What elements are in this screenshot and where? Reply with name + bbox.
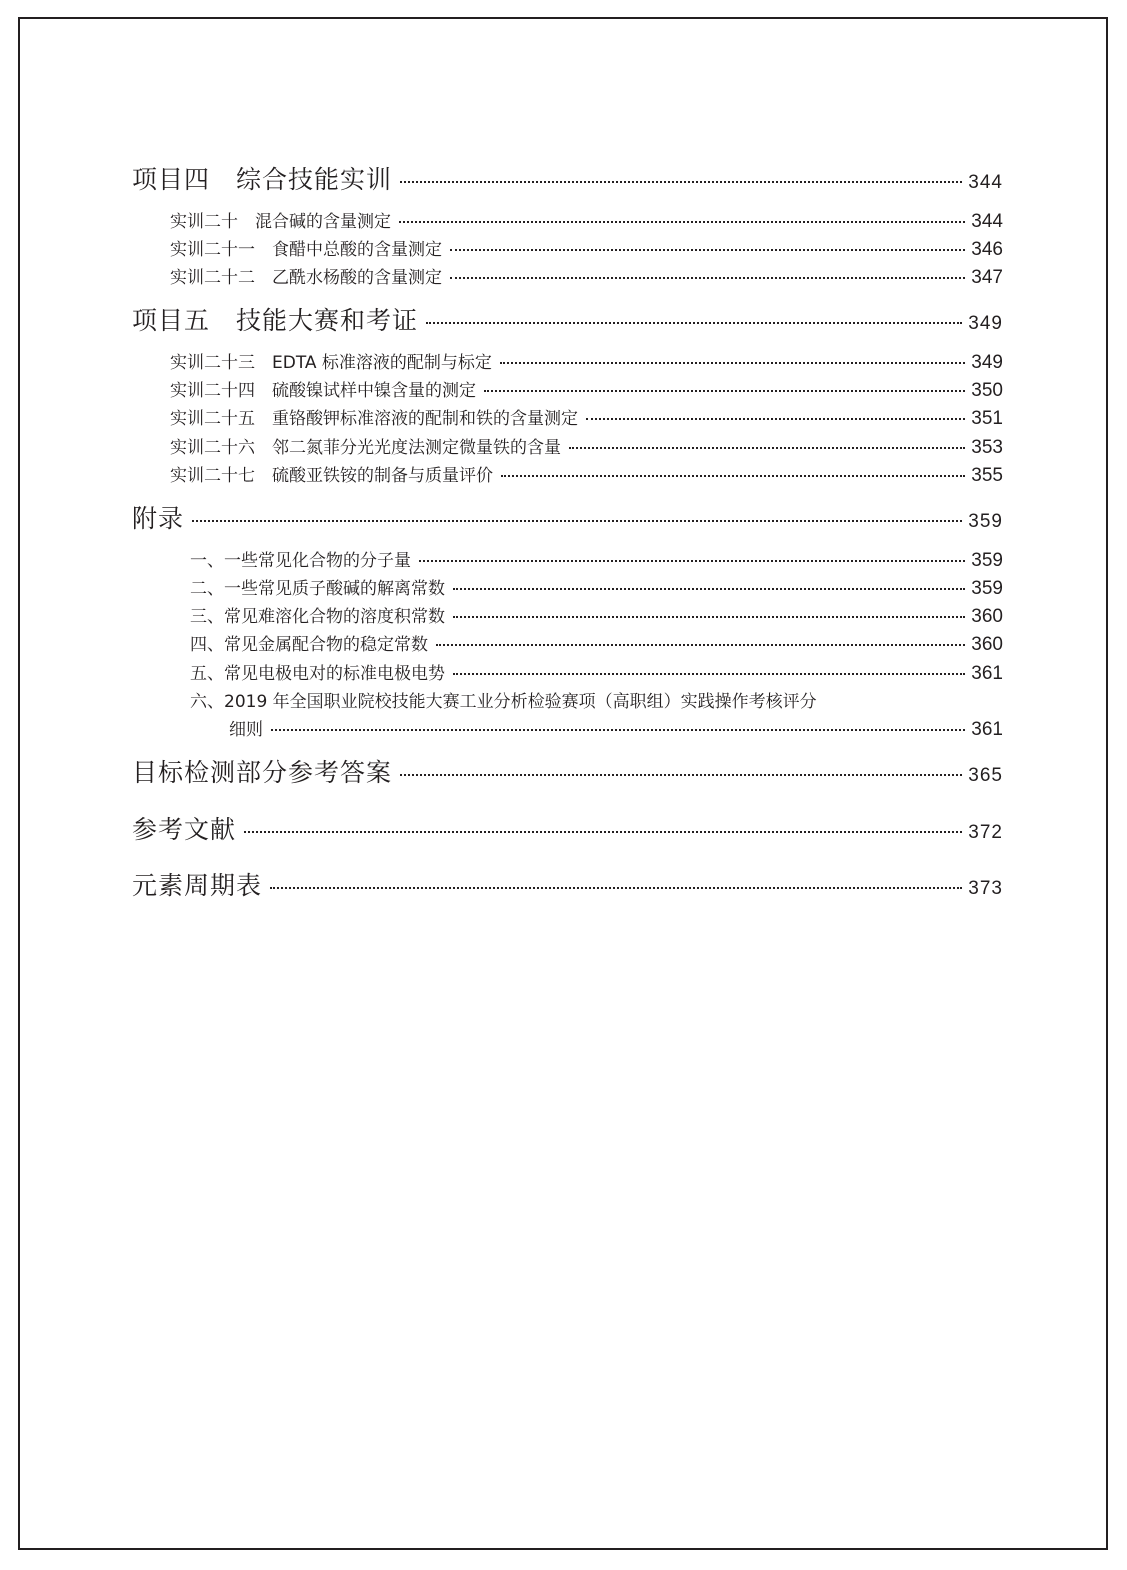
toc-page-number: 351 [971,408,1003,429]
toc-appendix[interactable] [132,499,1003,535]
toc-page-number: 359 [971,550,1003,571]
dot-leader [453,673,965,675]
toc-appendix-3[interactable] [190,602,1003,628]
toc-answers[interactable] [132,753,1003,789]
toc-references[interactable] [132,810,1003,846]
dot-leader [192,520,962,522]
toc-label: 目标检测部分参考答案 [132,758,393,787]
toc-label: 实训二十一 食醋中总酸的含量测定 [170,240,442,260]
dot-leader [453,588,965,590]
dot-leader [453,616,965,618]
toc-label: 项目五 技能大赛和考证 [132,306,419,335]
toc-page-number: 361 [971,663,1003,684]
toc-page-number: 360 [971,634,1003,655]
toc-label: 一、一些常见化合物的分子量 [190,551,411,571]
toc-entry-24[interactable] [170,376,1003,402]
dot-leader [244,831,962,833]
toc-page-number: 349 [971,352,1003,373]
dot-leader [419,560,965,562]
toc-label: 二、一些常见质子酸碱的解离常数 [190,579,445,599]
toc-label: 参考文献 [132,815,237,844]
toc-page-number: 350 [971,380,1003,401]
toc-label: 实训二十三 EDTA 标准溶液的配制与标定 [170,353,492,373]
toc-label: 附录 [132,504,185,533]
dot-leader [450,249,965,251]
toc-label: 五、常见电极电对的标准电极电势 [190,664,445,684]
dot-leader [484,390,965,392]
toc-page-number: 373 [968,878,1003,899]
toc-label: 项目四 综合技能实训 [132,165,393,194]
toc-label: 元素周期表 [132,871,263,900]
dot-leader [436,644,965,646]
toc-page-number: 372 [968,822,1003,843]
toc-page-number: 346 [971,239,1003,260]
toc-page-number: 355 [971,465,1003,486]
dot-leader [400,181,962,183]
toc-entry-26[interactable] [170,433,1003,459]
dot-leader [501,475,965,477]
toc-appendix-1[interactable] [190,546,1003,572]
toc-page-number: 347 [971,267,1003,288]
toc-label: 实训二十七 硫酸亚铁铵的制备与质量评价 [170,466,493,486]
toc-entry-27[interactable] [170,461,1003,487]
toc-page-number: 359 [971,578,1003,599]
toc-label: 四、常见金属配合物的稳定常数 [190,635,428,655]
dot-leader [500,362,965,364]
toc-entry-22[interactable] [170,263,1003,289]
toc-page-number: 359 [968,511,1003,532]
toc-page-number: 365 [968,765,1003,786]
toc-label: 实训二十 混合碱的含量测定 [170,212,391,232]
dot-leader [586,418,965,420]
toc-page-number: 344 [971,211,1003,232]
toc-section-4[interactable] [132,160,1003,196]
toc-label: 三、常见难溶化合物的溶度积常数 [190,607,445,627]
toc-periodic-table[interactable] [132,866,1003,902]
toc-label: 实训二十二 乙酰水杨酸的含量测定 [170,268,442,288]
toc-appendix-6[interactable] [229,715,1003,741]
toc-label: 实训二十五 重铬酸钾标准溶液的配制和铁的含量测定 [170,409,578,429]
dot-leader [400,774,962,776]
toc-entry-21[interactable] [170,235,1003,261]
toc-label: 细则 [229,720,263,740]
toc-entry-20[interactable] [170,207,1003,233]
toc-page-number: 344 [968,172,1003,193]
toc-label: 实训二十四 硫酸镍试样中镍含量的测定 [170,381,476,401]
toc-page-number: 349 [968,313,1003,334]
toc-page-number: 360 [971,606,1003,627]
dot-leader [426,322,962,324]
dot-leader [270,887,962,889]
toc-appendix-2[interactable] [190,574,1003,600]
toc-section-5[interactable] [132,301,1003,337]
dot-leader [569,447,965,449]
toc-label: 实训二十六 邻二氮菲分光光度法测定微量铁的含量 [170,438,561,458]
dot-leader [450,277,965,279]
toc-entry-23[interactable] [170,348,1003,374]
toc-appendix-5[interactable] [190,659,1003,685]
toc-appendix-4[interactable] [190,630,1003,656]
dot-leader [399,221,965,223]
toc-page-number: 353 [971,437,1003,458]
toc-entry-25[interactable] [170,404,1003,430]
toc-appendix-6-line1[interactable]: 六、2019 年全国职业院校技能大赛工业分析检验赛项（高职组）实践操作考核评分 [190,692,817,712]
dot-leader [271,729,965,731]
toc-page-number: 361 [971,719,1003,740]
